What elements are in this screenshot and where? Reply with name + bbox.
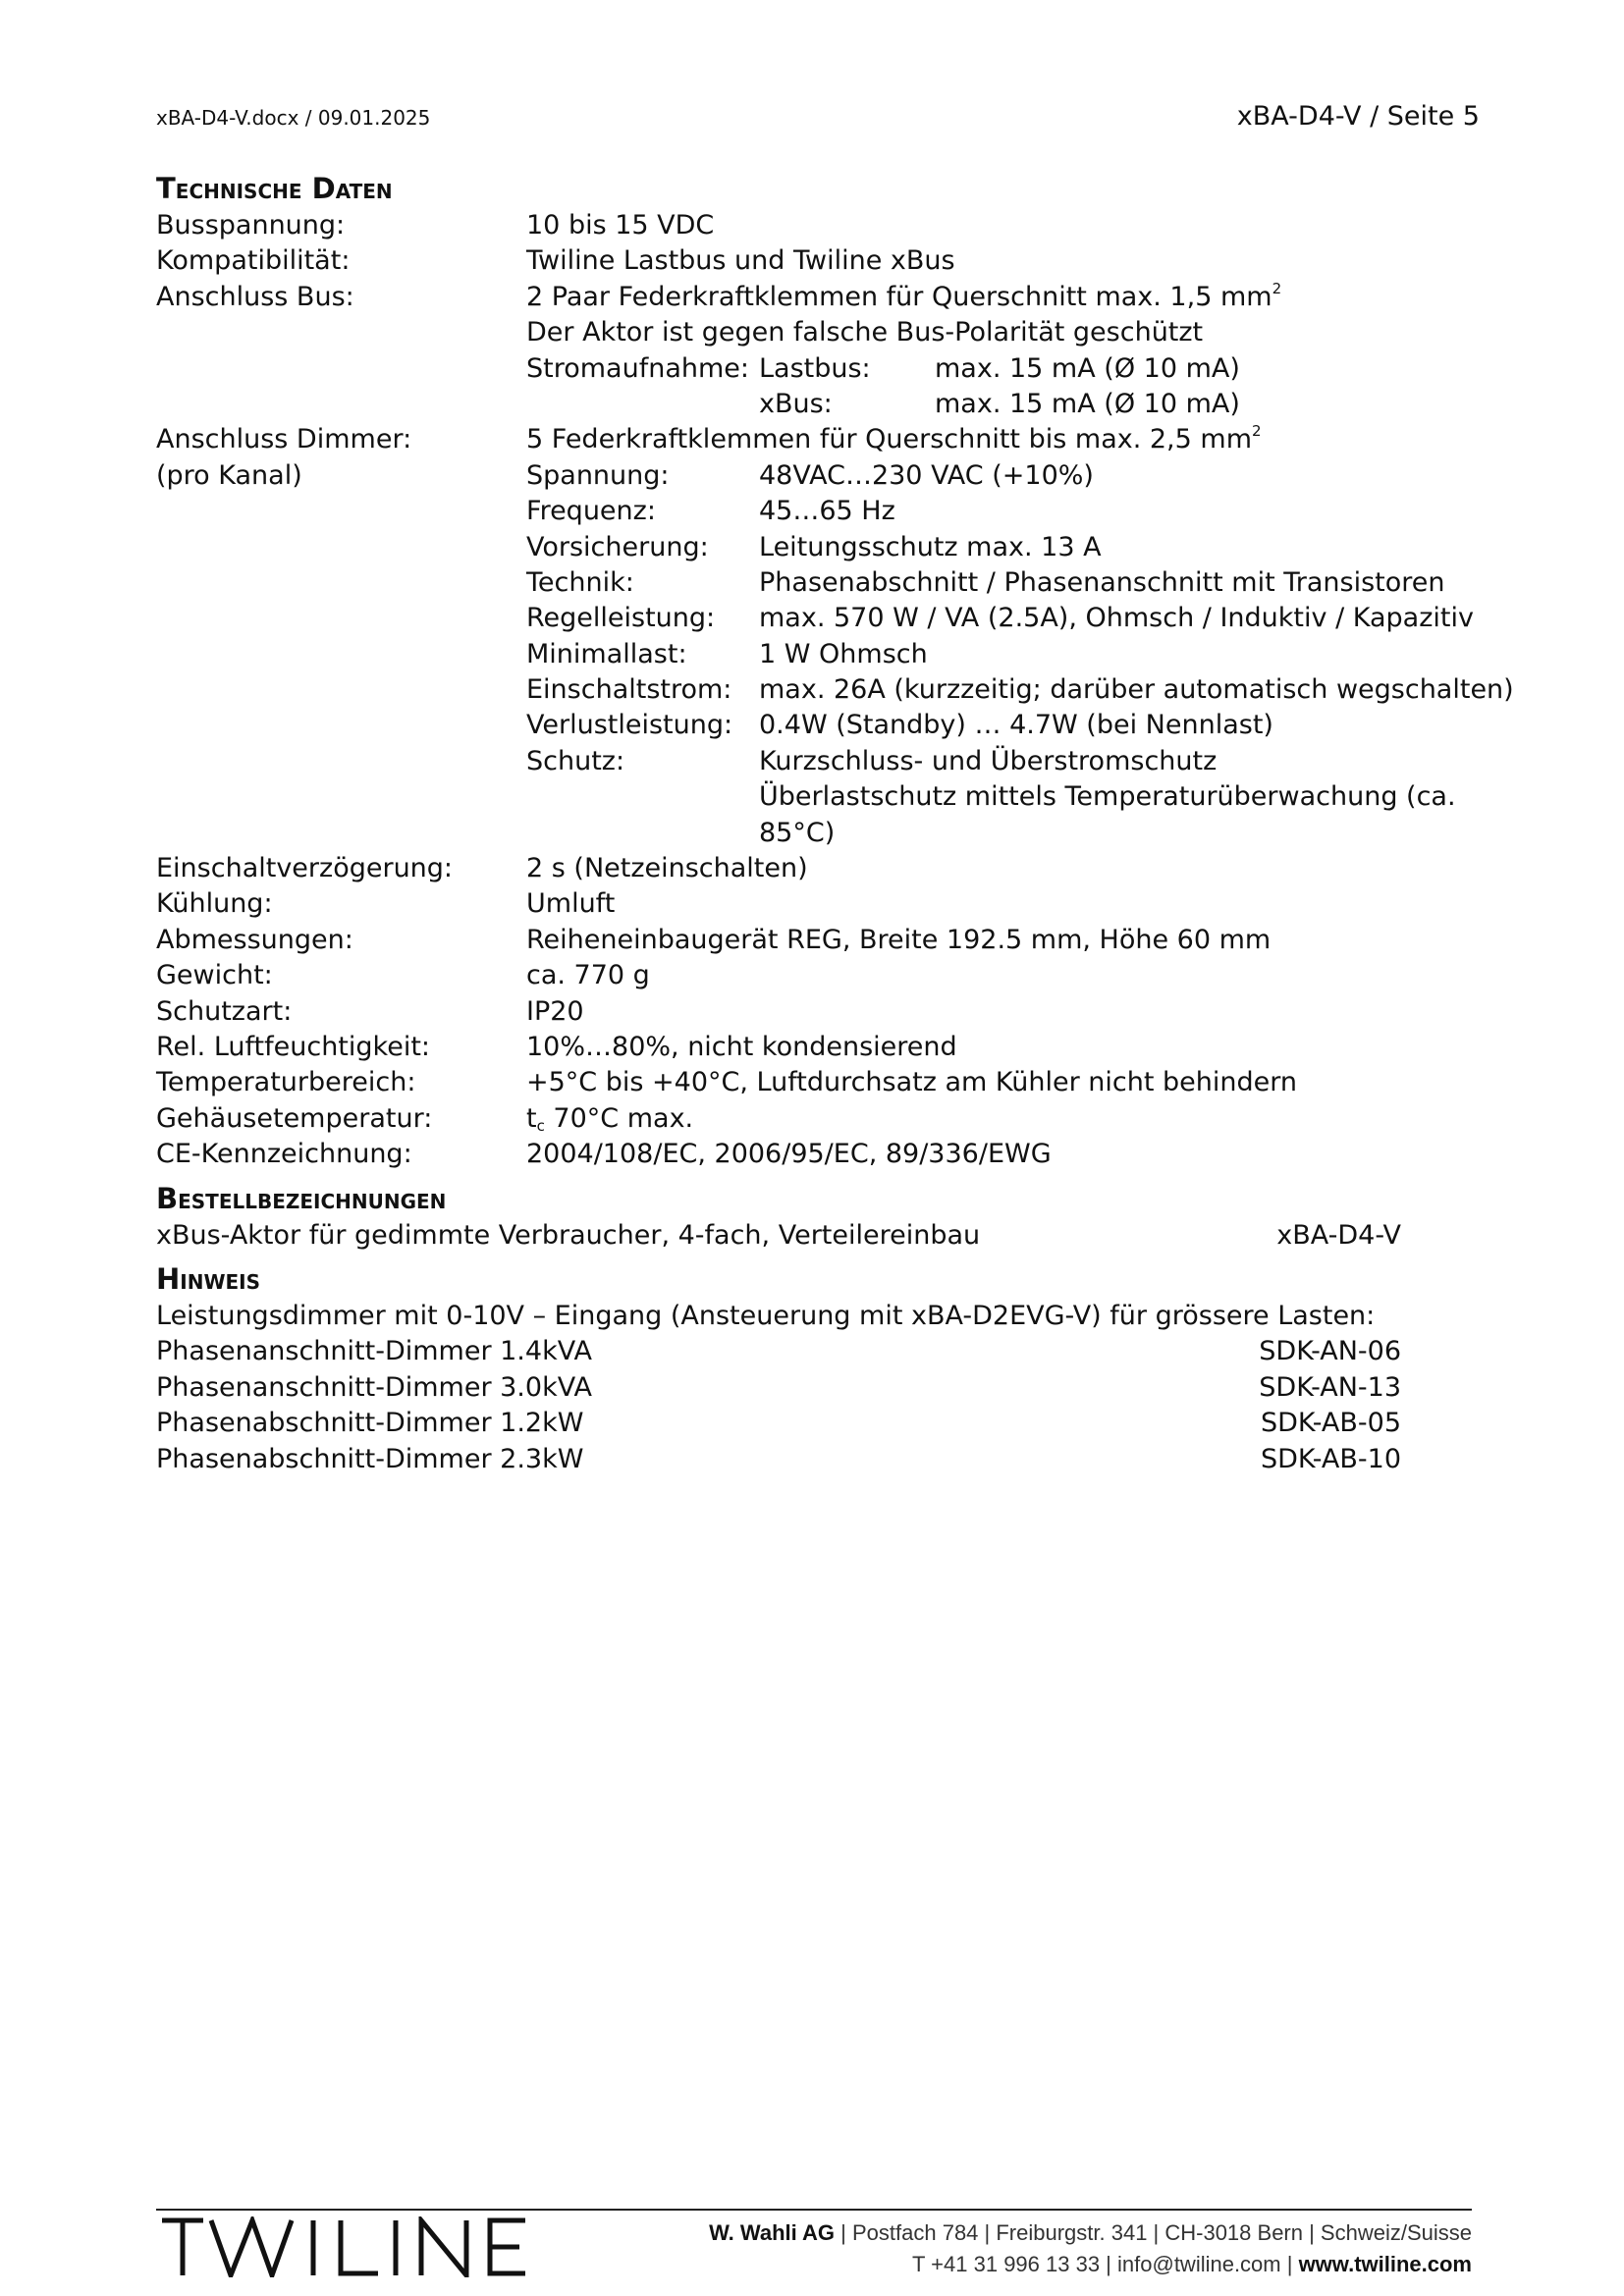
spec-value-text: 70°C max. bbox=[544, 1102, 694, 1134]
spec-label: Gehäusetemperatur: bbox=[156, 1102, 433, 1134]
spec-sublabel: xBus: bbox=[759, 388, 833, 419]
spec-sublabel: Regelleistung: bbox=[526, 603, 716, 634]
footer-address bbox=[709, 2220, 1472, 2246]
hinweis-row bbox=[156, 1406, 1482, 1441]
header-document-name: xBA-D4-V.docx / 09.01.2025 bbox=[156, 106, 431, 130]
spec-row-temperaturbereich bbox=[156, 1065, 1482, 1100]
spec-row-abmessungen bbox=[156, 923, 1482, 958]
spec-sublabel: Lastbus: bbox=[759, 352, 871, 384]
spec-value: Kurzschluss- und Überstromschutz bbox=[759, 745, 1218, 776]
spec-row-ce bbox=[156, 1137, 1482, 1172]
spec-row-anschluss-bus-polarity bbox=[156, 315, 1482, 350]
spec-row-dimmer-verlustleistung bbox=[156, 708, 1482, 743]
spec-value: 2004/108/EC, 2006/95/EC, 89/336/EWG bbox=[526, 1139, 1052, 1170]
hinweis-item-name: Phasenanschnitt-Dimmer 1.4kVA bbox=[156, 1336, 592, 1367]
superscript: 2 bbox=[1252, 422, 1262, 441]
spec-row-stromaufnahme-xbus bbox=[156, 387, 1482, 422]
spec-value bbox=[526, 1101, 693, 1137]
spec-row-dimmer-frequenz bbox=[156, 494, 1482, 529]
spec-value: +5°C bis +40°C, Luftdurchsatz am Kühler nicht behindern bbox=[526, 1067, 1298, 1098]
spec-value: 2 s (Netzeinschalten) bbox=[526, 853, 808, 884]
spec-row-dimmer-regelleistung bbox=[156, 601, 1482, 636]
header-page-label: xBA-D4-V / Seite 5 bbox=[1236, 101, 1480, 132]
hinweis-item-name: Phasenabschnitt-Dimmer 1.2kW bbox=[156, 1408, 584, 1439]
footer-contact bbox=[912, 2252, 1472, 2277]
spec-value: IP20 bbox=[526, 995, 584, 1027]
spec-row-dimmer-schutz-2 bbox=[156, 779, 1482, 815]
order-code: xBA-D4-V bbox=[1276, 1219, 1401, 1251]
spec-value: Leitungsschutz max. 13 A bbox=[759, 531, 1102, 562]
spec-value: Twiline Lastbus und Twiline xBus bbox=[526, 245, 955, 277]
spec-row-kuehlung bbox=[156, 886, 1482, 922]
footer-company: W. Wahli AG bbox=[709, 2220, 836, 2245]
spec-row-dimmer-schutz-3 bbox=[156, 816, 1482, 851]
spec-sublabel: Spannung: bbox=[526, 459, 670, 491]
spec-value: 10%…80%, nicht kondensierend bbox=[526, 1031, 957, 1062]
spec-row-dimmer-spannung bbox=[156, 458, 1482, 494]
spec-sublabel: Schutz: bbox=[526, 745, 625, 776]
spec-value bbox=[526, 280, 1281, 315]
spec-label: Rel. Luftfeuchtigkeit: bbox=[156, 1031, 431, 1062]
spec-sublabel: Frequenz: bbox=[526, 496, 656, 527]
hinweis-item-code: SDK-AB-10 bbox=[1260, 1443, 1401, 1474]
spec-row-dimmer-minimallast bbox=[156, 637, 1482, 672]
spec-value: max. 26A (kurzzeitig; darüber automatisch wegschalten) bbox=[759, 674, 1514, 706]
footer-contact-text: T +41 31 996 13 33 | info@twiline.com | bbox=[912, 2252, 1299, 2276]
order-description: xBus-Aktor für gedimmte Verbraucher, 4-fach, Verteilereinbau bbox=[156, 1219, 981, 1251]
spec-sublabel: Verlustleistung: bbox=[526, 710, 733, 741]
hinweis-item-code: SDK-AB-05 bbox=[1260, 1408, 1401, 1439]
hinweis-item-code: SDK-AN-13 bbox=[1259, 1371, 1401, 1403]
spec-value: 0.4W (Standby) … 4.7W (bei Nennlast) bbox=[759, 710, 1273, 741]
spec-value: 85°C) bbox=[759, 817, 836, 848]
spec-row-anschluss-bus bbox=[156, 280, 1482, 315]
spec-value: 10 bis 15 VDC bbox=[526, 210, 715, 240]
section-title-hinweis: Hinweis bbox=[156, 1261, 261, 1296]
subscript: c bbox=[536, 1116, 545, 1135]
spec-value: max. 570 W / VA (2.5A), Ohmsch / Induktiv / Kapazitiv bbox=[759, 603, 1474, 634]
spec-sublabel: Minimallast: bbox=[526, 638, 687, 669]
spec-value: ca. 770 g bbox=[526, 960, 650, 991]
spec-label: Temperaturbereich: bbox=[156, 1067, 416, 1098]
hinweis-row bbox=[156, 1370, 1482, 1406]
spec-row-anschluss-dimmer bbox=[156, 422, 1482, 457]
spec-row-kompatibilitaet bbox=[156, 243, 1482, 279]
spec-value: Umluft bbox=[526, 888, 616, 920]
spec-label: Abmessungen: bbox=[156, 924, 353, 955]
spec-row-schutzart bbox=[156, 994, 1482, 1030]
spec-value: max. 15 mA (Ø 10 mA) bbox=[935, 388, 1240, 419]
spec-value: Überlastschutz mittels Temperaturüberwachung (ca. bbox=[759, 781, 1456, 813]
hinweis-item-code: SDK-AN-06 bbox=[1259, 1336, 1401, 1367]
spec-sublabel: Technik: bbox=[526, 566, 634, 598]
spec-sublabel: Einschaltstrom: bbox=[526, 674, 732, 706]
spec-value-symbol: t bbox=[526, 1102, 537, 1134]
hinweis-item-name: Phasenabschnitt-Dimmer 2.3kW bbox=[156, 1443, 584, 1474]
spec-label: Gewicht: bbox=[156, 960, 273, 991]
spec-value-text: 2 Paar Federkraftklemmen für Querschnitt max. 1,5 mm bbox=[526, 281, 1272, 312]
hinweis-intro bbox=[156, 1299, 1482, 1334]
spec-sublabel: Stromaufnahme: bbox=[526, 352, 749, 384]
hinweis-row bbox=[156, 1442, 1482, 1477]
footer-divider bbox=[156, 2209, 1472, 2211]
spec-row-gehaeusetemperatur bbox=[156, 1101, 1482, 1137]
hinweis-item-name: Phasenanschnitt-Dimmer 3.0kVA bbox=[156, 1371, 592, 1403]
spec-value bbox=[526, 422, 1262, 457]
spec-row-einschaltverzoegerung bbox=[156, 851, 1482, 886]
spec-sublabel: Vorsicherung: bbox=[526, 531, 709, 562]
spec-value: 45…65 Hz bbox=[759, 496, 895, 527]
spec-label: CE-Kennzeichnung: bbox=[156, 1139, 412, 1170]
twiline-logo bbox=[160, 2216, 553, 2277]
section-title-technische-daten: Technische Daten bbox=[156, 172, 393, 205]
section-title-bestellbezeichnungen: Bestellbezeichnungen bbox=[156, 1181, 447, 1215]
spec-value: Phasenabschnitt / Phasenanschnitt mit Transistoren bbox=[759, 566, 1445, 598]
spec-row-dimmer-schutz bbox=[156, 744, 1482, 779]
spec-row-busspannung bbox=[156, 208, 1482, 243]
spec-label: Busspannung: bbox=[156, 210, 346, 240]
spec-label: Einschaltverzögerung: bbox=[156, 853, 454, 884]
spec-label: Kühlung: bbox=[156, 888, 273, 920]
spec-label: Anschluss Dimmer: bbox=[156, 424, 412, 455]
spec-row-dimmer-technik bbox=[156, 565, 1482, 601]
spec-value: max. 15 mA (Ø 10 mA) bbox=[935, 352, 1240, 384]
spec-label: Schutzart: bbox=[156, 995, 293, 1027]
spec-row-stromaufnahme-lastbus bbox=[156, 351, 1482, 387]
spec-row-dimmer-einschaltstrom bbox=[156, 672, 1514, 708]
spec-value: Reiheneinbaugerät REG, Breite 192.5 mm, Höhe 60 mm bbox=[526, 924, 1272, 955]
spec-value: 48VAC…230 VAC (+10%) bbox=[759, 459, 1094, 491]
spec-label: Kompatibilität: bbox=[156, 245, 351, 277]
footer-address-text: | Postfach 784 | Freiburgstr. 341 | CH-3018 Bern | Schweiz/Suisse bbox=[835, 2220, 1472, 2245]
spec-row-gewicht bbox=[156, 958, 1482, 993]
document-body bbox=[156, 169, 1514, 1477]
spec-row-dimmer-vorsicherung bbox=[156, 530, 1482, 565]
spec-value-text: 5 Federkraftklemmen für Querschnitt bis max. 2,5 mm bbox=[526, 424, 1253, 455]
spec-value: Der Aktor ist gegen falsche Bus-Polarität geschützt bbox=[526, 317, 1204, 348]
superscript: 2 bbox=[1272, 279, 1282, 297]
spec-label: Anschluss Bus: bbox=[156, 281, 354, 312]
hinweis-intro-text: Leistungsdimmer mit 0-10V – Eingang (Ansteuerung mit xBA-D2EVG-V) für grössere Lasten: bbox=[156, 1300, 1376, 1331]
footer-website-link[interactable]: www.twiline.com bbox=[1298, 2252, 1472, 2276]
order-row bbox=[156, 1218, 1482, 1254]
spec-value: 1 W Ohmsch bbox=[759, 638, 928, 669]
spec-row-luftfeuchtigkeit bbox=[156, 1030, 1482, 1065]
hinweis-row bbox=[156, 1334, 1482, 1369]
spec-label: (pro Kanal) bbox=[156, 459, 302, 491]
